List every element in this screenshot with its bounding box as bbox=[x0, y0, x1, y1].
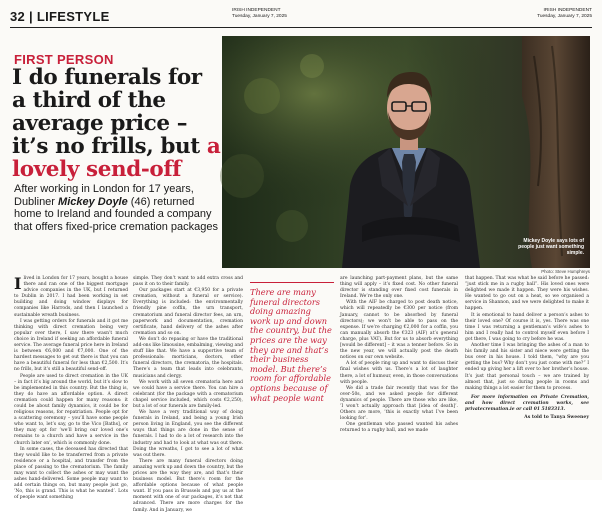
body-paragraph: With the AIF be charged to post death notice, which will repeatedly be €300 per notice (from January, cannot to be absorbed by funeral directors); we won’t be able to pass on the expense. If we’re charging €2,000 for a coffin, you can manually absorb the €323 (AIF) at’s general charge, plus VAT). But for us to absorb everything [would be different] – it was a tenner before. So in the new year, we will actually post the death notices on our own website. bbox=[340, 300, 458, 361]
standfirst-lead: After working in London for 17 years, Dubliner bbox=[14, 183, 194, 208]
article-footnote: For more information on Private Cremation, and how direct cremation works, see privatecremation.ie or call 01 5183313. bbox=[465, 394, 589, 412]
drop-cap: I bbox=[14, 274, 22, 293]
body-paragraph: simple. They don’t want to add extra cross and pass it on to their family. bbox=[133, 276, 243, 288]
portrait-photo bbox=[222, 36, 590, 268]
page-number: 32 bbox=[10, 9, 26, 24]
page-folio bbox=[10, 6, 592, 28]
section-name: LIFESTYLE bbox=[36, 9, 110, 24]
body-paragraph bbox=[14, 276, 128, 319]
paper-name-left: IRISH INDEPENDENT bbox=[232, 8, 281, 13]
body-paragraph: We did a trade fair recently that was for the over-50s, and we asked people for different dynamics of people. There are those who are like, ‘I won’t actually approach that [idea of death]’. Others are more, ‘this is exactly what I’ve been looking for’. bbox=[340, 385, 458, 422]
paper-name-right: IRISH INDEPENDENT bbox=[543, 8, 592, 13]
portrait-illustration bbox=[222, 36, 590, 268]
photo-credit: Photo: Steve Humphreys bbox=[541, 269, 590, 274]
folio-divider: | bbox=[28, 9, 37, 24]
article-headline bbox=[12, 66, 222, 181]
body-paragraph: Another time I was bringing the ashes of a man to his family and his sister and niece were getting the bus over in his house. I told them, “why are you getting the bus? Why don’t you just come with me?” I ended up giving her a lift over to her brother’s house. It’s just that personal touch – we are trained by almost that, just so during people in rooms and making things a lot easier for them to process. bbox=[465, 343, 589, 391]
body-paragraph: In some cases, the deceased has directed that they would like to be transferred from a private residence or a hospital, and transfer from the place of passing to the crematorium. The family may want to collect the ashes or may want the ashes hand-delivered. Some people may want to add certain things on, but many people just go, ‘No, this is grand. This is what he wanted’. Lots of people want something bbox=[14, 446, 128, 501]
folio-masthead-left bbox=[232, 8, 287, 20]
standfirst-rest: (46) returned home to Ireland and founded a company that offers fixed-price cremation packages bbox=[14, 195, 219, 233]
body-paragraph: are launching part-payment plans, but the same thing will apply – it’s fixed cost. No other funeral director is standing over fixed cost funerals in Ireland. We’re the only one. bbox=[340, 276, 458, 300]
body-column-3 bbox=[340, 276, 458, 434]
article-kicker: FIRST PERSON bbox=[14, 52, 114, 67]
body-paragraph: Our packages start at €3,950 for a private cremation, without a funeral or service). Everything is included: the environmentally friendly pine coffin, the urn transport, crematorium and funeral director fees, an urn, paperwork and documentation, cremation certificate, hand delivery of the ashes after cremation and so on. bbox=[133, 288, 243, 336]
body-paragraph: A lot of people ring up and want to discuss their final wishes with us. There’s a lot of laughter there, a lot of humour, even, in those conversations with people. bbox=[340, 361, 458, 385]
body-paragraph: It is emotional to hand deliver a person’s ashes to their loved one? Of course it is, yes. There was one time I was returning a gentleman’s wife’s ashes to him and I really had to control myself even before I got there, I was going to cry before he was. bbox=[465, 312, 589, 342]
body-paragraph: One gentleman who passed wanted his ashes returned to a rugby ball, and we made bbox=[340, 422, 458, 434]
body-paragraph: I was getting orders for funerals and it got me thinking with direct cremation being very popular over there, I saw there wasn’t much choice in Ireland if seeking an affordable funeral service. The average funeral price here in Ireland is between €6,000 and €7,000. One of the hardest messages to get out there is that you can have a beautiful funeral for less than €2,500. It’s no frills, but it’s still a beautiful send-off. bbox=[14, 318, 128, 373]
body-paragraph: We don’t do repasing or have the traditional add-ons like limousine, embalming, viewing and stuff like that. We have a supportive team of professionals: morticians, doctors, other funeral directors, the crematoria, the hospitals. There’s a team that leads into celebrants, musicians and clergy. bbox=[133, 336, 243, 379]
issue-date-left: Tuesday, January 7, 2025 bbox=[232, 14, 287, 19]
headline-highlight: a lovely send-off bbox=[12, 134, 221, 182]
paragraph-text: lived in London for 17 years, bought a house there and ran one of the biggest mortgage advice companies in the UK, but I returned to Dublin in 2017. I had been working in set building and doing window displays for companies like Harrods, and then I launched a sustainable wreath business. bbox=[14, 276, 128, 318]
body-column-4 bbox=[465, 276, 589, 421]
headline-main: I do funerals for a third of the average price – it’s no frills, but bbox=[12, 65, 207, 159]
folio-section bbox=[10, 9, 110, 24]
body-paragraph: We work with all seven crematoria here and we could have a service there. You can hire a celebrant (for the package with a crematorium chapel service included, which costs €2,250), but a lot of our funerals are family-led. bbox=[133, 379, 243, 409]
body-column-1 bbox=[14, 276, 128, 501]
article-byline: As told to Tanya Sweeney bbox=[524, 414, 589, 420]
body-paragraph: There are many funeral directors doing amazing work up and down the country, but the prices are the way they are, and that’s their business model. But there’s room for the affordable options because of what people want. If you pass in Brussels and pay us at the moment with one of our packages, it’s not that advanced. There are more charges for the family. And in January, we bbox=[133, 458, 243, 513]
body-paragraph: People are used to direct cremation in the UK – in fact it’s big around the world, but it’s slow to be implemented in this country. But the thing is, they do have an affordable option. A direct cremation could happen for many reasons: it could be about family dynamics, it could be for religious reasons, for repatriation. People opt for a scattering ceremony – you’ll have some people who want to, let’s say, go to the Vico [Baths], or they may opt for ‘we’ll bring our loved one’s remains to a church and have a service in the church later on’, which is commonly done. bbox=[14, 373, 128, 446]
body-paragraph: We have a very traditional way of doing funerals in Ireland, and being a young Irish person living in England, you see the different ways that things are done in the sense of funerals. I had to do a lot of research into the industry and had to look at what was out there. Doing the wreaths, I got to see a lot of what was out there. bbox=[133, 410, 243, 458]
issue-date-right: Tuesday, January 7, 2025 bbox=[537, 14, 592, 19]
folio-masthead-right bbox=[537, 8, 592, 20]
body-paragraph: that happen. That was what he said before he passed: “just stick me in a rugby ball”. His loved ones were delighted we made it happen. They were his wishes. He wanted to go out on a heat, so we organised a service in Shannon, and we were delighted to make it happen. bbox=[465, 276, 589, 312]
article-standfirst bbox=[14, 183, 224, 233]
subject-name: Mickey Doyle bbox=[58, 195, 128, 208]
photo-caption: Mickey Doyle says lots of people just want something simple. bbox=[518, 238, 584, 256]
body-column-2 bbox=[133, 276, 243, 514]
pull-quote: There are many funeral directors doing amazing work up and down the country, but the prices are the way they are and that’s their business model. But there’s room for affordable options because of what people want bbox=[250, 282, 334, 403]
